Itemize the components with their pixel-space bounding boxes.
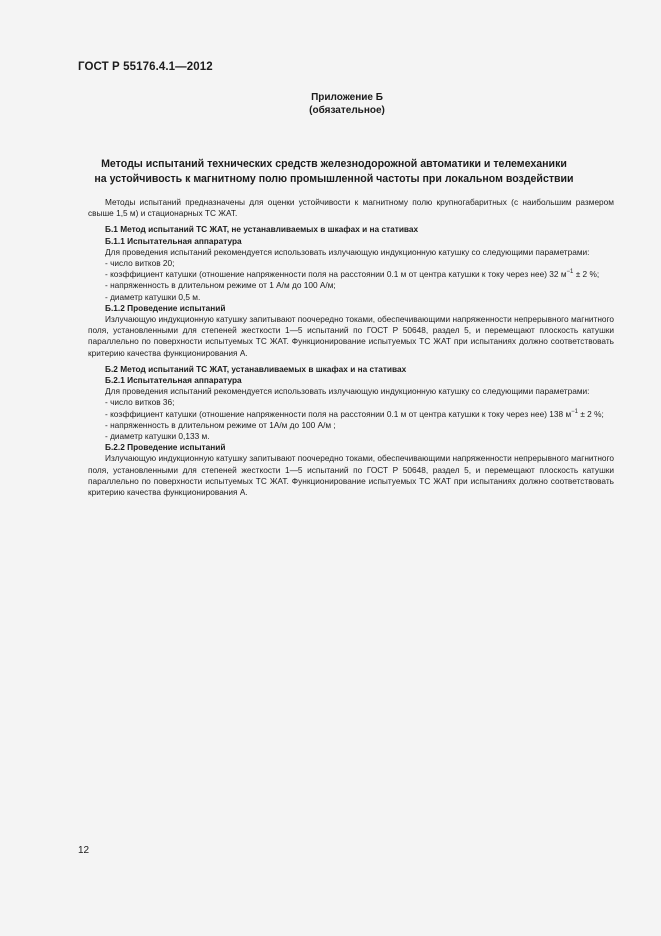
section-b11-text: Для проведения испытаний рекомендуется использовать излучающую индукционную катушку со следующими параметрами: bbox=[105, 246, 590, 257]
standard-code-header: ГОСТ Р 55176.4.1—2012 bbox=[78, 61, 213, 73]
section-b12-heading: Б.1.2 Проведение испытаний bbox=[105, 302, 226, 313]
coefficient-text: - коэффициент катушки (отношение напряженности поля на расстоянии 0.1 м от центра катушки к току через нее) 138 м bbox=[105, 408, 572, 419]
document-title-line-2: на устойчивость к магнитному полю промышленной частоты при локальном воздействии bbox=[94, 172, 574, 185]
section-b21-text: Для проведения испытаний рекомендуется использовать излучающую индукционную катушку со следующими параметрами: bbox=[105, 386, 590, 397]
section-b22-text: Излучающую индукционную катушку запитывают поочередно токами, обеспечивающими напряженности непрерывного магнитного поля, установленными для степеней жесткости 1—5 испытаний по ГОСТ Р 50648, раздел 5, и перемещают плоскость катушки параллельно по поверхности испытуемых ТС ЖАТ. Функционирование испытуемых ТС ЖАТ при испытаниях должно соответствовать критерию качества функционирования А. bbox=[88, 453, 614, 498]
section-b11-heading: Б.1.1 Испытательная аппаратура bbox=[105, 235, 242, 246]
intro-paragraph: Методы испытаний предназначены для оценки устойчивости к магнитному полю крупногабаритных (с наибольшим размером свыше 1,5 м) и стационарных ТС ЖАТ. bbox=[88, 197, 614, 219]
page-number: 12 bbox=[78, 845, 90, 856]
section-b1-heading: Б.1 Метод испытаний ТС ЖАТ, не устанавливаемых в шкафах и на стативах bbox=[105, 224, 419, 235]
annex-block bbox=[0, 91, 661, 117]
list-item: - напряженность в длительном режиме от 1 А/м до 100 А/м; bbox=[105, 280, 336, 291]
section-b2-heading: Б.2 Метод испытаний ТС ЖАТ, устанавливаемых в шкафах и на стативах bbox=[105, 363, 407, 374]
coefficient-tolerance: ± 2 %; bbox=[573, 269, 600, 280]
list-item: - число витков 20; bbox=[105, 258, 175, 269]
coefficient-text: - коэффициент катушки (отношение напряженности поля на расстоянии 0.1 м от центра катушки к току через нее) 32 м bbox=[105, 269, 567, 280]
list-item bbox=[88, 269, 614, 280]
annex-status: (обязательное) bbox=[309, 105, 385, 116]
coefficient-exponent: −1 bbox=[566, 269, 574, 276]
coefficient-tolerance: ± 2 %; bbox=[578, 408, 604, 419]
annex-title: Приложение Б bbox=[311, 92, 383, 103]
list-item: - напряженность в длительном режиме от 1А/м до 100 А/м ; bbox=[105, 419, 336, 430]
document-title-line-1: Методы испытаний технических средств железнодорожной автоматики и телемеханики bbox=[101, 158, 567, 170]
coefficient-exponent: −1 bbox=[571, 408, 579, 415]
document-title bbox=[78, 157, 590, 186]
section-b22-heading: Б.2.2 Проведение испытаний bbox=[105, 442, 226, 453]
section-b21-heading: Б.2.1 Испытательная аппаратура bbox=[105, 375, 242, 386]
list-item: - диаметр катушки 0,5 м. bbox=[105, 291, 201, 302]
list-item: - число витков 36; bbox=[105, 397, 175, 408]
list-item: - диаметр катушки 0,133 м. bbox=[105, 431, 210, 442]
document-body bbox=[88, 197, 614, 498]
list-item bbox=[88, 409, 614, 420]
section-b12-text: Излучающую индукционную катушку запитывают поочередно токами, обеспечивающими напряженности непрерывного магнитного поля, установленными для степеней жесткости 1—5 испытаний по ГОСТ Р 50648, раздел 5, и перемещают плоскость катушки параллельно по поверхности испытуемых ТС ЖАТ. Функционирование испытуемых ТС ЖАТ при испытаниях должно соответствовать критерию качества функционирования А. bbox=[88, 314, 614, 358]
